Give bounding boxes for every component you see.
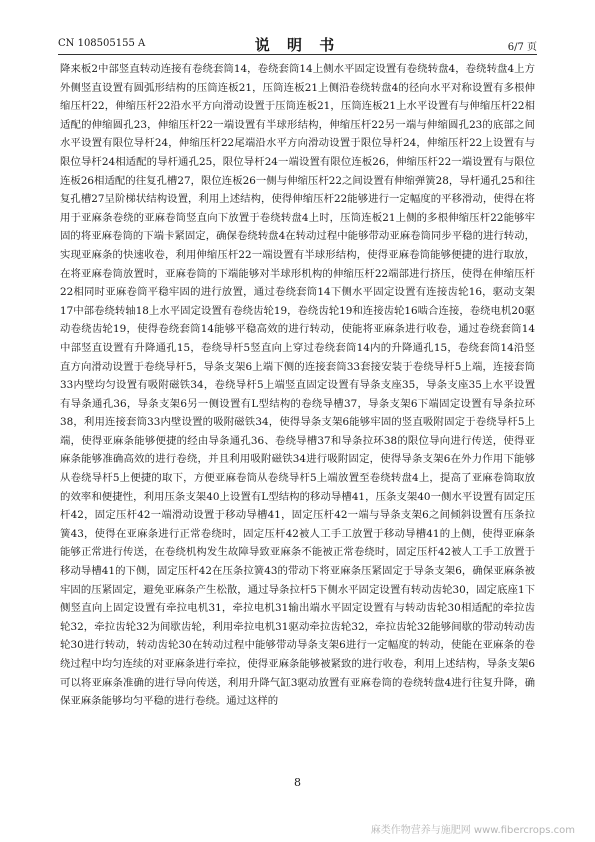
page-header [58,34,537,52]
page-fraction: 6/7 页 [507,42,537,53]
description-paragraph: 降来板2中部竖直转动连接有卷绕套筒14，卷绕套筒14上侧水平固定设置有卷绕转盘4，卷绕转盘4上方外侧竖直设置有圆弧形结构的压筒连板21，压筒连板21上侧沿卷绕转盘4的径向水平对称设置有多根伸缩压杆22，伸缩压杆22沿水平方向滑动设置于压筒连板21，压筒连板21上水平设置有与伸缩压杆22相适配的伸缩圆孔23，伸缩压杆22一端设置有半球形结构，伸缩压杆22另一端与伸缩圆孔23的底部之间水平设置有限位导杆24，伸缩压杆22尾端沿水平方向滑动设置于限位导杆24，伸缩压杆22上设置有与限位导杆24相适配的导杆通孔25，限位导杆24一端设置有限位连板26，伸缩压杆22一端设置有与限位连板26相适配的往复孔槽27，限位连板26一侧与伸缩压杆22之间设置有伸缩弹簧28，导杆通孔25和往复孔槽27呈阶梯状结构设置，利用上述结构，使得伸缩压杆22能够进行一定幅度的平移滑动，使得在将用于亚麻条卷绕的亚麻卷筒竖直向下放置于卷绕转盘4上时，压筒连板21上侧的多根伸缩压杆22能够牢固的将亚麻卷筒的下端卡紧固定，确保卷绕转盘4在转动过程中能够带动亚麻卷筒同步平稳的进行转动，实现亚麻条的快速收卷，利用伸缩压杆22一端设置有半球形结构，使得亚麻卷筒能够便捷的进行取放，在将亚麻卷筒放置时，亚麻卷筒的下端能够对半球形机构的伸缩压杆22端部进行挤压，使得在伸缩压杆22相同时亚麻卷筒平稳牢固的进行放置，通过卷绕套筒14下侧水平固定设置有连接齿轮16，驱动支架17中部卷绕转轴18上水平固定设置有卷绕齿轮19，卷绕齿轮19和连接齿轮16啮合连接，卷绕电机20驱动卷绕齿轮19，使得卷绕套筒14能够平稳高效的进行转动，使能将亚麻条进行收卷，通过卷绕套筒14中部竖直设置有升降通孔15，卷绕导杆5竖直向上穿过卷绕套筒14内的升降通孔15，卷绕套筒14沿竖直方向滑动设置于卷绕导杆5，导条支架6上端下侧的连接套筒33套接安装于卷绕导杆5上端，连接套筒33内壁均匀设置有吸附磁铁34，卷绕导杆5上端竖直固定设置有导条支座35，导条支座35上水平设置有导条通孔36，导条支架6另一侧设置有L型结构的卷绕导槽37，导条支架6下端固定设置有导条拉环38，利用连接套筒33内壁设置的吸附磁铁34，使得导条支架6能够牢固的竖直吸附固定于卷绕导杆5上端，使得亚麻条能够便捷的经由导条通孔36、卷绕导槽37和导条拉环38的限位导向进行传送，使得亚麻条能够准确高效的进行卷绕，并且利用吸附磁铁34进行吸附固定，使得导条支架6在外力作用下能够从卷绕导杆5上便捷的取下，方便亚麻卷筒从卷绕导杆5上端放置至卷绕转盘4上，提高了亚麻卷筒取放的效率和便捷性，利用压条支架40上设置有L型结构的移动导槽41，压条支架40一侧水平设置有固定压杆42，固定压杆42一端滑动设置于移动导槽41，固定压杆42一端与导条支架6之间倾斜设置有压条拉簧43，使得在亚麻条进行正常卷绕时，固定压杆42被人工手工放置于移动导槽41的上侧，使得亚麻条能够正常进行传送，在卷绕机构发生故障导致亚麻条不能被正常卷绕时，固定压杆42被人工手工放置于移动导槽41的下侧，固定压杆42在压条拉簧43的带动下将亚麻条压紧固定于导条支架6，确保亚麻条被牢固的压紧固定，避免亚麻条产生松散，通过导条拉杆5下侧水平固定设置有转动齿轮30，固定底座1下侧竖直向上固定设置有牵拉电机31，牵拉电机31输出端水平固定设置有与转动齿轮30相适配的牵拉齿轮32，牵拉齿轮32为间歇齿轮，利用牵拉电机31驱动牵拉齿轮32，牵拉齿轮32能够间歇的带动转动齿轮30进行转动，转动齿轮30在转动过程中能够带动导条支架6进行一定幅度的转动，使能在亚麻条的卷绕过程中均匀连续的对亚麻条进行牵拉，使得亚麻条能够被紧致的进行收卷，利用上述结构，导条支架6可以将亚麻条准确的进行导向传送，利用升降气缸3驱动放置有亚麻卷筒的卷绕转盘4进行往复升降，确保亚麻条能够均匀平稳的进行卷绕。通过这样的 [60,63,535,708]
site-watermark: 麻类作物营养与施肥网 www.fibercrops.com [370,825,575,836]
document-title: 说 明 书 [254,36,341,54]
header-divider [58,54,537,55]
patent-number: CN 108505155 A [58,38,146,49]
page-number: 8 [294,776,301,789]
